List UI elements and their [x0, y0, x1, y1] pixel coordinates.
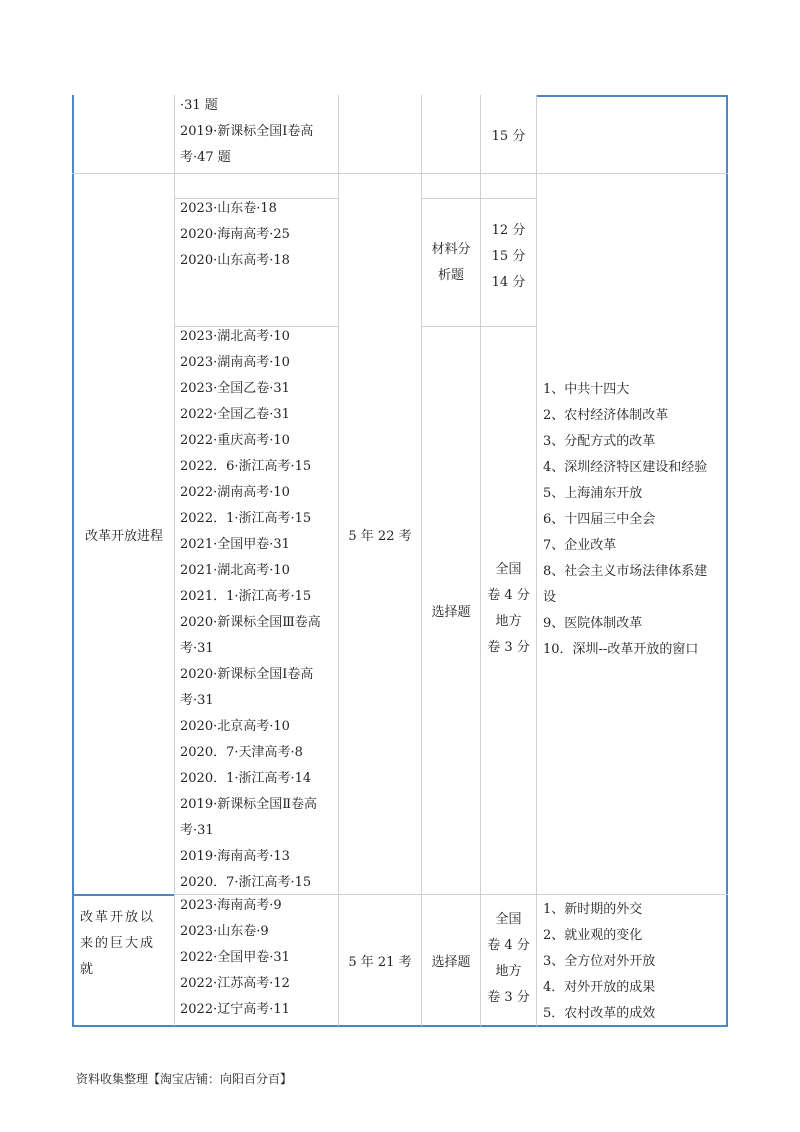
point-item: 3、全方位对外开放	[543, 954, 656, 969]
row1-exams	[180, 93, 336, 171]
row3-top-border	[72, 894, 175, 896]
exam-item: 2022·重庆高考·10	[180, 433, 290, 448]
score-item: 全国	[495, 562, 522, 577]
row3-key-points	[543, 897, 725, 1027]
score-item: 卷 4 分	[487, 588, 530, 603]
point-item: 6、十四届三中全会	[543, 512, 656, 527]
point-item: 4．对外开放的成果	[543, 980, 656, 995]
material-scores	[481, 218, 536, 296]
score-item: 地方	[495, 964, 522, 979]
question-type-text: 选择题	[431, 605, 471, 620]
score-item: 15 分	[491, 249, 526, 264]
choice-question-type	[422, 327, 480, 894]
exam-item: 2023·海南高考·9	[180, 898, 282, 913]
exam-item: 2022·湖南高考·10	[180, 485, 290, 500]
exam-item: 2022·全国乙卷·31	[180, 407, 290, 422]
exam-item: 2022·辽宁高考·11	[180, 1002, 290, 1017]
exam-item: 2022·全国甲卷·31	[180, 950, 290, 965]
frequency-text: 5 年 22 考	[348, 528, 412, 544]
exam-item: 2021．1·浙江高考·15	[180, 589, 312, 604]
point-item: 1、中共十四大	[543, 382, 630, 397]
row1-score	[481, 96, 536, 173]
row2-key-points	[543, 377, 725, 663]
row3-frequency	[339, 895, 421, 1025]
exam-item: 2020．7·天津高考·8	[180, 745, 303, 760]
point-item: 7、企业改革	[543, 538, 617, 553]
score-item: 12 分	[491, 223, 526, 238]
exam-item: 2020·北京高考·10	[180, 719, 290, 734]
point-item: 1、新时期的外交	[543, 902, 643, 917]
footer-source-note: 资料收集整理【淘宝店铺：向阳百分百】	[76, 1072, 293, 1086]
exam-item: 考·31	[180, 641, 214, 656]
exam-item: 2020．7·浙江高考·15	[180, 875, 312, 890]
table-top-border-right	[536, 95, 728, 97]
row3-exams	[180, 893, 336, 1023]
topic-line: 来的巨大成	[80, 936, 156, 951]
topic-text: 改革开放进程	[84, 528, 163, 544]
material-question-type	[422, 199, 480, 326]
point-item: 8、社会主义市场法律体系建	[543, 564, 708, 579]
exam-item: 2021·全国甲卷·31	[180, 537, 290, 552]
exam-item: 考·47 题	[180, 150, 231, 165]
score-text: 15 分	[491, 129, 526, 144]
question-type-text: 选择题	[431, 954, 471, 970]
point-item: 4、深圳经济特区建设和经验	[543, 460, 708, 475]
exam-item: 2023·湖北高考·10	[180, 329, 290, 344]
row2-frequency	[339, 174, 421, 894]
exam-item: 2020·山东高考·18	[180, 253, 290, 268]
exam-item: 2021·湖北高考·10	[180, 563, 290, 578]
row3-score	[481, 907, 536, 1011]
exam-item: 2023·山东卷·9	[180, 924, 269, 939]
point-item: 5．农村改革的成效	[543, 1006, 656, 1021]
point-item: 3、分配方式的改革	[543, 434, 656, 449]
exam-item: 2022·江苏高考·12	[180, 976, 290, 991]
exam-item: 2020．1·浙江高考·14	[180, 771, 312, 786]
exam-item: 2022．6·浙江高考·15	[180, 459, 312, 474]
row3-topic	[80, 905, 172, 983]
exam-item: 2023·湖南高考·10	[180, 355, 290, 370]
topic-line: 就	[80, 962, 96, 977]
exam-item: 2019·海南高考·13	[180, 849, 290, 864]
table-right-border	[726, 95, 728, 1027]
score-item: 卷 3 分	[487, 990, 530, 1005]
choice-exam-list	[180, 324, 336, 896]
row3-question-type	[422, 895, 480, 1025]
point-item: 设	[543, 590, 557, 605]
point-item: 2、就业观的变化	[543, 928, 643, 943]
point-item: 2、农村经济体制改革	[543, 408, 669, 423]
score-item: 14 分	[491, 275, 526, 290]
point-item: 10．深圳--改革开放的窗口	[543, 642, 699, 657]
frequency-text: 5 年 21 考	[348, 954, 412, 970]
exam-item: 考·31	[180, 693, 214, 708]
grid-line	[536, 95, 537, 1026]
exam-item: 2019·新课标全国Ⅱ卷高	[180, 797, 318, 812]
exam-item: 考·31	[180, 823, 214, 838]
exam-item: 2023·全国乙卷·31	[180, 381, 290, 396]
score-item: 地方	[495, 614, 522, 629]
exam-item: 2023·山东卷·18	[180, 201, 277, 216]
exam-item: 2020·新课标全国Ⅰ卷高	[180, 667, 314, 682]
grid-line	[174, 95, 175, 1026]
exam-item: 2022．1·浙江高考·15	[180, 511, 312, 526]
row2-topic	[74, 174, 174, 894]
exam-item: ·31 题	[180, 98, 218, 113]
exam-item: 2020·新课标全国Ⅲ卷高	[180, 615, 321, 630]
score-item: 卷 4 分	[487, 938, 530, 953]
score-item: 卷 3 分	[487, 640, 530, 655]
choice-score	[481, 557, 536, 661]
point-item: 5、上海浦东开放	[543, 486, 643, 501]
score-item: 全国	[495, 912, 522, 927]
topic-line: 改革开放以	[80, 910, 156, 925]
point-item: 9、医院体制改革	[543, 616, 643, 631]
material-exam-list	[180, 196, 336, 274]
question-type-text: 材料分析题	[431, 241, 471, 283]
exam-item: 2020·海南高考·25	[180, 227, 290, 242]
exam-item: 2019·新课标全国Ⅰ卷高	[180, 124, 314, 139]
